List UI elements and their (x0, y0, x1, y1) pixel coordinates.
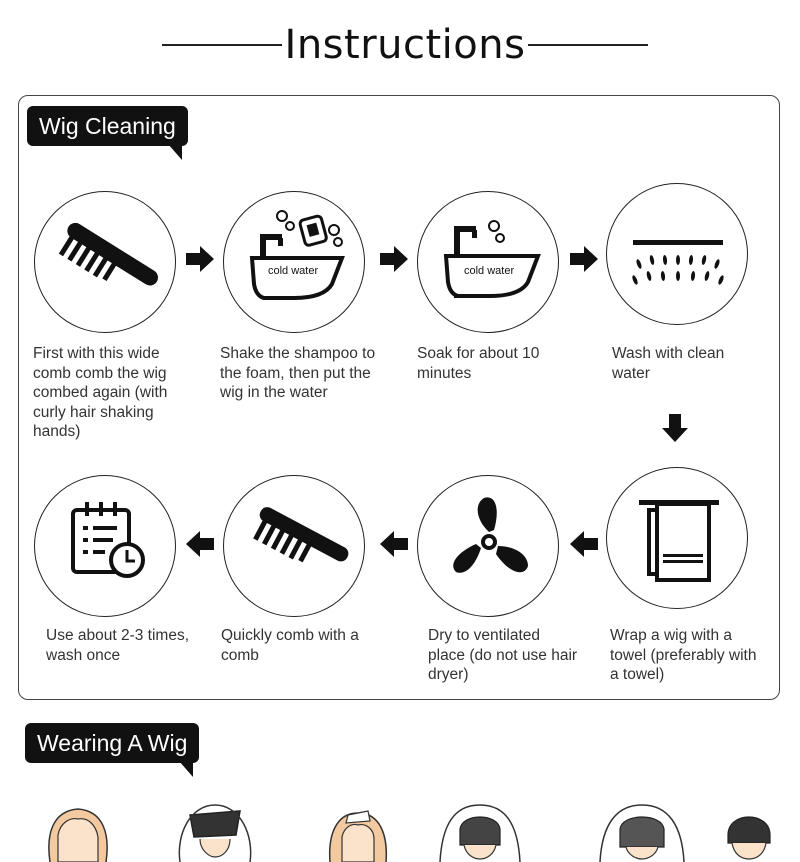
basin-icon (418, 192, 560, 334)
arrow-right-icon (378, 244, 410, 274)
step-2-circle (223, 191, 365, 333)
step-7-caption: Quickly comb with a comb (221, 627, 359, 664)
wearing-illustrations (0, 795, 800, 862)
header-rule-right (528, 44, 648, 46)
shower-icon (607, 184, 749, 326)
svg-text:cold water: cold water (464, 265, 515, 277)
arrow-left-icon (378, 529, 410, 559)
step-1-caption: First with this wide comb comb the wig combed again (with curly hair shaking hands) (33, 345, 168, 440)
instructions-header (0, 20, 800, 70)
arrow-right-icon (184, 244, 216, 274)
page-title: Instructions (284, 22, 526, 68)
person-wig-cap-on-illustration (714, 795, 784, 862)
person-wig-cap-illustration (170, 795, 260, 862)
tag-tail (179, 761, 193, 777)
fan-icon (418, 476, 560, 618)
step-1-circle (34, 191, 176, 333)
person-adjusting-wig-illustration (592, 795, 692, 862)
step-4-circle (606, 183, 748, 325)
calendar-clock-icon (35, 476, 177, 618)
arrow-down-icon (660, 412, 690, 444)
wearing-a-wig-tag (25, 723, 199, 763)
towel-icon (607, 468, 749, 610)
step-5-circle (606, 467, 748, 609)
wig-cleaning-tag (27, 106, 188, 146)
person-hair-down-illustration (38, 795, 118, 862)
basin-shampoo-icon (224, 192, 366, 334)
step-6-caption: Dry to ventilated place (do not use hair dryer) (428, 627, 578, 683)
step-3-circle (417, 191, 559, 333)
step-2-caption: Shake the shampoo to the foam, then put the wig in the water (220, 345, 376, 401)
step-3-caption: Soak for about 10 minutes (417, 345, 540, 382)
step-7-circle (223, 475, 365, 617)
comb-icon (35, 192, 177, 334)
arrow-left-icon (184, 529, 216, 559)
header-rule-left (162, 44, 282, 46)
person-hair-up-illustration (318, 795, 398, 862)
arrow-right-icon (568, 244, 600, 274)
step-4-caption: Wash with clean water (612, 345, 725, 382)
wig-cleaning-label: Wig Cleaning (39, 113, 176, 139)
arrow-left-icon (568, 529, 600, 559)
comb-icon (224, 476, 366, 618)
step-6-circle (417, 475, 559, 617)
tag-tail (168, 144, 182, 160)
person-putting-on-cap-illustration (430, 795, 530, 862)
step-8-caption: Use about 2-3 times, wash once (46, 627, 190, 664)
step-8-circle (34, 475, 176, 617)
svg-text:cold water: cold water (268, 265, 319, 277)
wearing-a-wig-label: Wearing A Wig (37, 730, 188, 756)
step-5-caption: Wrap a wig with a towel (preferably with a towel) (610, 627, 757, 683)
